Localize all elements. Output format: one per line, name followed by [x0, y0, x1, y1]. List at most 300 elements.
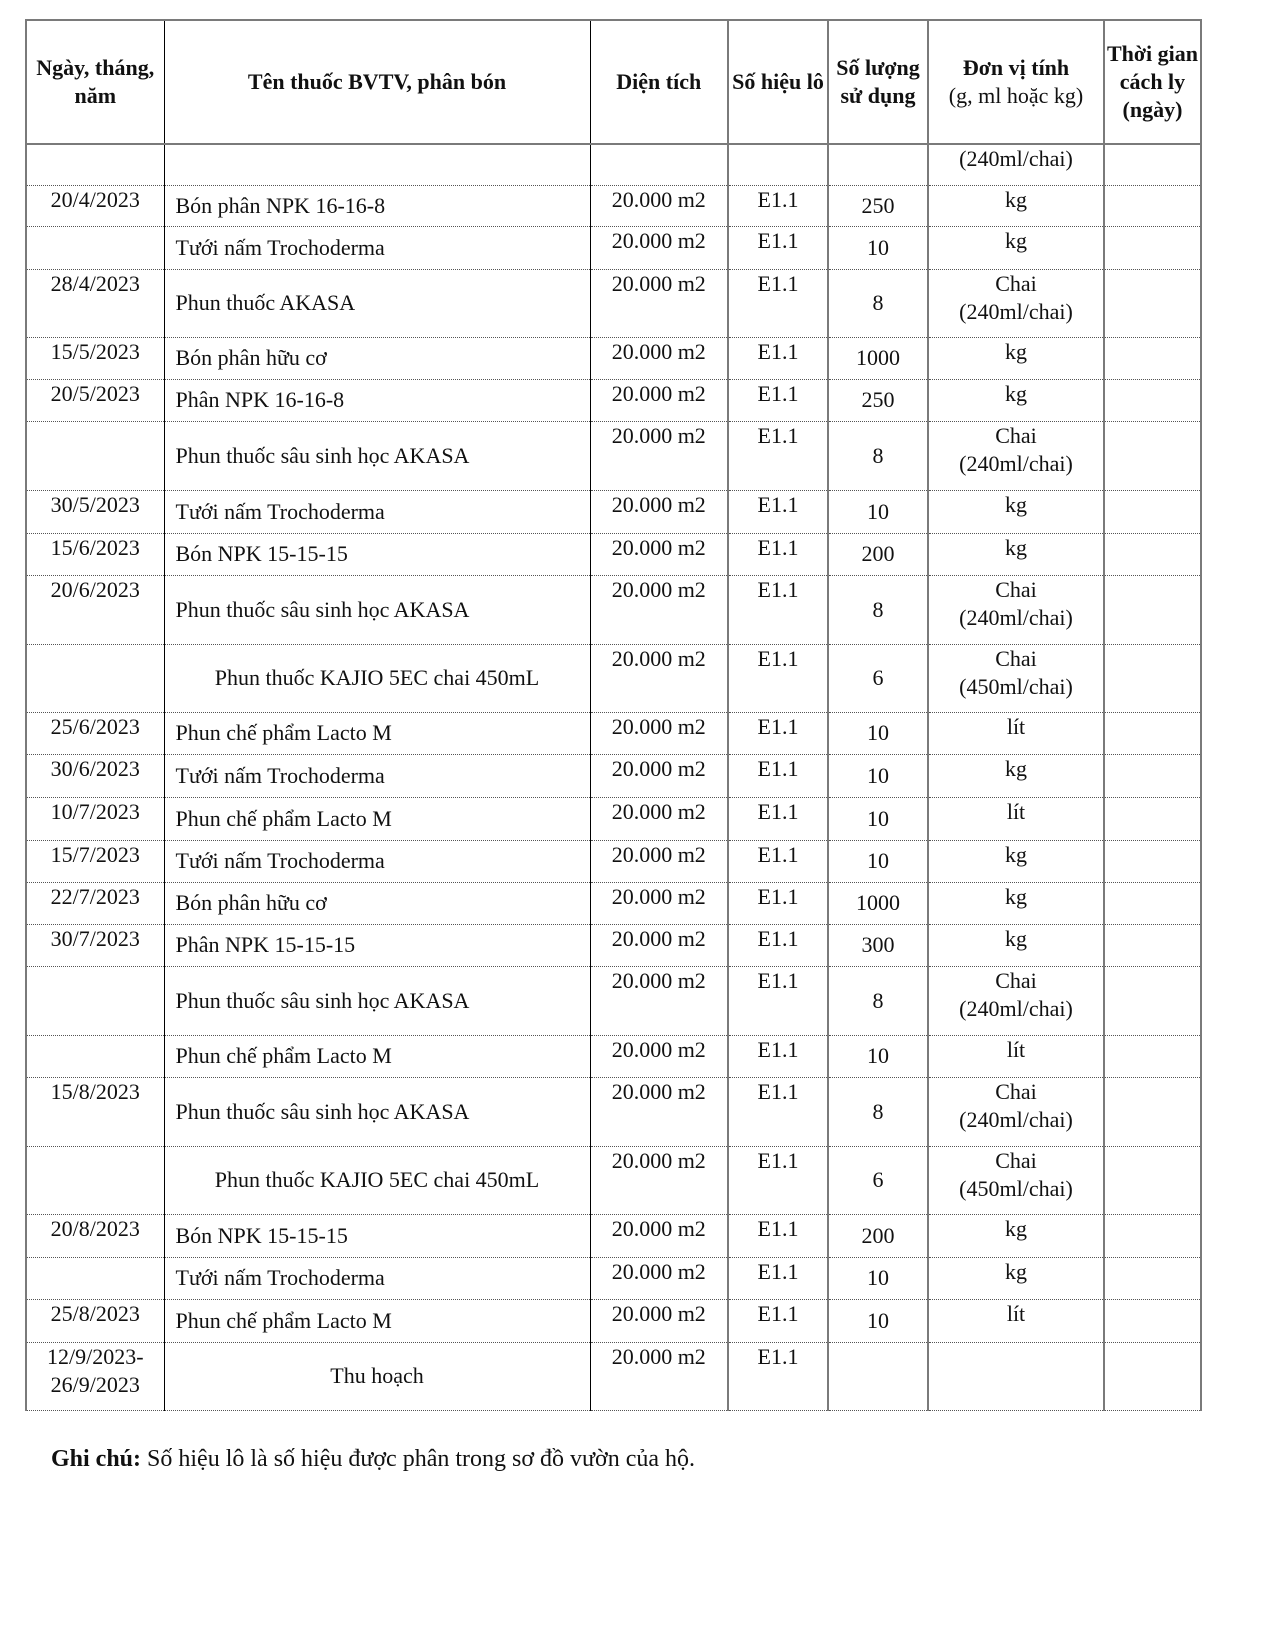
cell-lot-text: E1.1: [757, 1078, 799, 1104]
cell-isolation: [1104, 1257, 1201, 1299]
cell-area: [590, 144, 728, 185]
table-row: [26, 1146, 1201, 1214]
cell-name: [164, 269, 590, 337]
cell-qty: [828, 1257, 928, 1299]
cell-name: [164, 185, 590, 226]
cell-lot: [728, 797, 828, 840]
cell-area-text: 20.000 m2: [611, 270, 706, 296]
cell-date: [26, 1342, 164, 1410]
header-unit: [928, 20, 1104, 144]
cell-unit: [928, 712, 1104, 754]
cell-unit-text: lít: [1006, 1300, 1026, 1326]
cell-date-text: 25/6/2023: [50, 713, 140, 739]
cell-isolation: [1104, 924, 1201, 966]
cell-date-text: 30/5/2023: [50, 491, 140, 517]
cell-name: [164, 882, 590, 924]
cell-isolation: [1104, 337, 1201, 379]
cell-lot: [728, 1146, 828, 1214]
cell-qty-text: 10: [867, 1265, 889, 1290]
cell-name-text: Phun thuốc KAJIO 5EC chai 450mL: [214, 665, 540, 690]
cell-lot-text: E1.1: [757, 1147, 799, 1173]
cell-qty: [828, 490, 928, 533]
cell-name-text: Thu hoạch: [330, 1363, 424, 1388]
cell-lot: [728, 1077, 828, 1146]
cell-date: [26, 269, 164, 337]
cell-qty: [828, 337, 928, 379]
cell-qty: [828, 882, 928, 924]
cell-date: [26, 226, 164, 269]
cell-date: [26, 712, 164, 754]
cell-lot: [728, 966, 828, 1035]
cell-isolation: [1104, 1035, 1201, 1077]
cell-area: [590, 337, 728, 379]
cell-unit-text: kg: [1005, 227, 1027, 253]
cell-date-text: 28/4/2023: [50, 270, 140, 296]
cell-date-end-text: 26/9/2023: [50, 1371, 140, 1397]
cell-name-text: Bón phân hữu cơ: [175, 345, 327, 370]
cell-area: [590, 1257, 728, 1299]
cell-date: [26, 882, 164, 924]
cell-name-text: Tưới nấm Trochoderma: [175, 848, 385, 873]
cell-qty-text: 10: [867, 720, 889, 745]
table-row: [26, 882, 1201, 924]
cell-name-text: Bón NPK 15-15-15: [175, 1222, 348, 1248]
cell-qty: [828, 1342, 928, 1410]
table-row: [26, 421, 1201, 490]
table-row: [26, 924, 1201, 966]
cell-unit: [928, 797, 1104, 840]
cell-name-text: Phun thuốc sâu sinh học AKASA: [175, 442, 470, 468]
cell-unit-text: kg: [1005, 491, 1027, 517]
cell-name-text: Phun thuốc sâu sinh học AKASA: [175, 987, 470, 1013]
cell-qty-text: 300: [861, 932, 895, 957]
cell-name-text: Tưới nấm Trochoderma: [175, 1265, 385, 1290]
cell-area: [590, 1299, 728, 1342]
cell-area: [590, 1035, 728, 1077]
cell-name: [164, 144, 590, 185]
cell-lot: [728, 269, 828, 337]
cell-unit-detail-text: (240ml/chai): [959, 1106, 1073, 1132]
cell-qty: [828, 185, 928, 226]
cell-date: [26, 1035, 164, 1077]
table-row: [26, 840, 1201, 882]
header-unit-title: Đơn vị tính: [962, 55, 1070, 80]
cell-date-text: 25/8/2023: [50, 1300, 140, 1326]
cell-area-text: 20.000 m2: [611, 755, 706, 781]
cell-area-text: 20.000 m2: [611, 1036, 706, 1062]
cell-area-text: 20.000 m2: [611, 1078, 706, 1104]
cell-date-text: 15/8/2023: [50, 1078, 140, 1104]
cell-name: [164, 1214, 590, 1257]
header-area: Diện tích: [590, 20, 728, 144]
cell-lot-text: E1.1: [757, 755, 799, 781]
cell-qty: [828, 840, 928, 882]
cell-area-text: 20.000 m2: [611, 798, 706, 824]
cell-qty: [828, 533, 928, 575]
cell-unit-detail-text: (240ml/chai): [959, 450, 1073, 476]
cell-area: [590, 533, 728, 575]
table-row: [26, 1035, 1201, 1077]
cell-unit: [928, 966, 1104, 1035]
header-unit-sub: (g, ml hoặc kg): [948, 83, 1084, 108]
cell-qty: [828, 1299, 928, 1342]
cell-name-text: Phun chế phẩm Lacto M: [175, 805, 392, 831]
cell-unit-text: kg: [1005, 755, 1027, 781]
cell-name-text: Tưới nấm Trochoderma: [175, 762, 385, 788]
cell-isolation: [1104, 1299, 1201, 1342]
cell-lot: [728, 185, 828, 226]
footnote-label: Ghi chú:: [51, 1446, 142, 1472]
cell-name-text: Tưới nấm Trochoderma: [175, 234, 385, 260]
cell-isolation: [1104, 490, 1201, 533]
table-row: [26, 712, 1201, 754]
cell-area-text: 20.000 m2: [611, 883, 706, 909]
cell-date: [26, 924, 164, 966]
cell-qty: [828, 575, 928, 644]
cell-unit: [928, 379, 1104, 421]
cell-isolation: [1104, 882, 1201, 924]
cell-unit: [928, 575, 1104, 644]
cell-area: [590, 1077, 728, 1146]
cell-unit: [928, 337, 1104, 379]
cell-isolation: [1104, 575, 1201, 644]
cell-lot-text: E1.1: [757, 576, 799, 602]
cell-unit: [928, 1257, 1104, 1299]
cell-name: [164, 754, 590, 797]
cell-name: [164, 421, 590, 490]
cell-qty-text: 8: [872, 1098, 884, 1124]
cell-unit-text: kg: [1005, 380, 1027, 406]
cell-area: [590, 966, 728, 1035]
cell-name-text: Phun thuốc AKASA: [175, 290, 356, 315]
cell-area: [590, 644, 728, 712]
cell-area-text: 20.000 m2: [611, 227, 706, 253]
cell-lot-text: E1.1: [757, 1258, 799, 1284]
table-row-continuation: [26, 144, 1201, 185]
header-lot: Số hiệu lô: [728, 20, 828, 144]
cell-name: [164, 1342, 590, 1410]
cell-date: [26, 490, 164, 533]
cell-date: [26, 379, 164, 421]
pesticide-fertilizer-log-table: [25, 19, 1202, 1411]
cell-lot-text: E1.1: [757, 534, 799, 560]
cell-qty: [828, 644, 928, 712]
cell-lot-text: E1.1: [757, 1215, 799, 1241]
cell-unit-text: lít: [1006, 798, 1026, 824]
cell-area: [590, 269, 728, 337]
header-name: Tên thuốc BVTV, phân bón: [164, 20, 590, 144]
cell-unit-text: kg: [1005, 534, 1027, 560]
cell-name: [164, 797, 590, 840]
cell-date: [26, 1299, 164, 1342]
cell-area-text: 20.000 m2: [611, 1343, 706, 1369]
cell-lot-text: E1.1: [757, 967, 799, 993]
table-row: [26, 1214, 1201, 1257]
cell-area: [590, 226, 728, 269]
cell-unit: [928, 1077, 1104, 1146]
cell-unit: [928, 421, 1104, 490]
table-row: [26, 1342, 1201, 1410]
cell-lot-text: E1.1: [757, 491, 799, 517]
cell-unit: [928, 1299, 1104, 1342]
cell-area-text: 20.000 m2: [611, 380, 706, 406]
cell-name: [164, 1077, 590, 1146]
cell-date: [26, 533, 164, 575]
cell-qty: [828, 269, 928, 337]
cell-date-text: 12/9/2023-: [46, 1343, 144, 1369]
cell-qty-text: 10: [867, 1307, 889, 1333]
cell-name: [164, 924, 590, 966]
cell-name-text: Phun thuốc sâu sinh học AKASA: [175, 596, 470, 622]
cell-lot-text: E1.1: [757, 1036, 799, 1062]
cell-area-text: 20.000 m2: [611, 534, 706, 560]
cell-lot-text: E1.1: [757, 422, 799, 448]
cell-qty-text: 250: [861, 192, 895, 218]
cell-name: [164, 1146, 590, 1214]
cell-date: [26, 1257, 164, 1299]
cell-name-text: Phun thuốc KAJIO 5EC chai 450mL: [214, 1167, 540, 1192]
table-row: [26, 644, 1201, 712]
cell-lot: [728, 754, 828, 797]
cell-area-text: 20.000 m2: [611, 1258, 706, 1284]
cell-unit-text: Chai: [995, 1147, 1037, 1173]
cell-name: [164, 337, 590, 379]
cell-qty: [828, 1077, 928, 1146]
cell-unit: [928, 924, 1104, 966]
cell-area: [590, 379, 728, 421]
cell-name-text: Bón phân hữu cơ: [175, 890, 327, 915]
cell-qty-text: 6: [872, 665, 884, 690]
cell-lot-text: E1.1: [757, 1300, 799, 1326]
cell-isolation: [1104, 185, 1201, 226]
cell-name-text: Phân NPK 16-16-8: [175, 387, 345, 412]
cell-name-text: Phun chế phẩm Lacto M: [175, 720, 392, 745]
cell-unit-detail-text: (240ml/chai): [959, 298, 1073, 324]
cell-isolation: [1104, 533, 1201, 575]
cell-area: [590, 185, 728, 226]
cell-date-text: 15/5/2023: [50, 338, 140, 364]
cell-qty-text: 10: [867, 1043, 889, 1068]
cell-area: [590, 754, 728, 797]
cell-unit: [928, 754, 1104, 797]
cell-area-text: 20.000 m2: [611, 1215, 706, 1241]
table-header: [26, 20, 1201, 144]
cell-area: [590, 490, 728, 533]
cell-unit-text: lít: [1006, 713, 1026, 739]
cell-unit: [928, 490, 1104, 533]
cell-lot-text: E1.1: [757, 270, 799, 296]
cell-area-text: 20.000 m2: [611, 967, 706, 993]
cell-area: [590, 1342, 728, 1410]
cell-name: [164, 1299, 590, 1342]
table-row: [26, 533, 1201, 575]
cell-unit: [928, 185, 1104, 226]
cell-lot: [728, 421, 828, 490]
cell-date-text: 20/4/2023: [50, 186, 140, 212]
cell-isolation: [1104, 1146, 1201, 1214]
cell-date: [26, 966, 164, 1035]
cell-unit-text: Chai: [995, 1078, 1037, 1104]
cell-isolation: [1104, 269, 1201, 337]
cell-area: [590, 421, 728, 490]
cell-date: [26, 337, 164, 379]
cell-name-text: Tưới nấm Trochoderma: [175, 498, 385, 524]
cell-date: [26, 575, 164, 644]
cell-name: [164, 226, 590, 269]
cell-lot: [728, 337, 828, 379]
cell-lot-text: E1.1: [757, 798, 799, 824]
cell-name: [164, 966, 590, 1035]
cell-qty-text: 8: [872, 290, 884, 315]
cell-date-text: 20/8/2023: [50, 1215, 140, 1241]
table-row: [26, 1077, 1201, 1146]
header-isolation: Thời gian cách ly (ngày): [1104, 20, 1201, 144]
cell-lot: [728, 144, 828, 185]
cell-qty: [828, 754, 928, 797]
cell-lot: [728, 490, 828, 533]
table-row: [26, 226, 1201, 269]
cell-unit-text: Chai: [995, 422, 1037, 448]
cell-unit-text: Chai: [995, 270, 1037, 296]
cell-date: [26, 797, 164, 840]
cell-qty: [828, 421, 928, 490]
cell-area: [590, 882, 728, 924]
cell-lot: [728, 1035, 828, 1077]
cell-name: [164, 1257, 590, 1299]
cell-date-text: 20/5/2023: [50, 380, 140, 406]
cell-area-text: 20.000 m2: [611, 186, 706, 212]
table-row: [26, 185, 1201, 226]
footnote: [51, 1444, 695, 1474]
cell-unit-text: lít: [1006, 1036, 1026, 1062]
cell-area: [590, 1214, 728, 1257]
cell-area: [590, 712, 728, 754]
cell-unit: [928, 1146, 1104, 1214]
cell-qty-text: 8: [872, 596, 884, 622]
cell-qty-text: 8: [872, 987, 884, 1013]
cell-qty: [828, 226, 928, 269]
cell-date-text: 20/6/2023: [50, 576, 140, 602]
cell-unit-detail-text: (240ml/chai): [959, 604, 1073, 630]
cell-lot: [728, 712, 828, 754]
cell-isolation: [1104, 226, 1201, 269]
cell-qty-text: 10: [867, 498, 889, 524]
cell-unit-detail-text: (240ml/chai): [959, 995, 1073, 1021]
cell-unit-text: kg: [1005, 883, 1027, 909]
cell-qty-text: 200: [861, 541, 895, 566]
cell-area: [590, 924, 728, 966]
cell-date-text: 22/7/2023: [50, 883, 140, 909]
cell-qty-text: 10: [867, 762, 889, 788]
cell-lot: [728, 840, 828, 882]
cell-isolation: [1104, 644, 1201, 712]
cell-name-text: Bón NPK 15-15-15: [175, 541, 348, 566]
cell-area: [590, 840, 728, 882]
table-row: [26, 966, 1201, 1035]
cell-lot-text: E1.1: [757, 1343, 799, 1369]
cell-isolation: [1104, 840, 1201, 882]
cell-unit: [928, 533, 1104, 575]
cell-unit-text: kg: [1005, 1258, 1027, 1284]
cell-area: [590, 575, 728, 644]
cell-lot: [728, 1299, 828, 1342]
header-date: Ngày, tháng, năm: [26, 20, 164, 144]
cell-lot: [728, 1342, 828, 1410]
cell-area: [590, 1146, 728, 1214]
cell-lot: [728, 226, 828, 269]
cell-qty: [828, 1035, 928, 1077]
cell-date: [26, 185, 164, 226]
cell-date: [26, 1077, 164, 1146]
cell-unit-text: Chai: [995, 645, 1037, 671]
cell-lot-text: E1.1: [757, 883, 799, 909]
cell-qty: [828, 144, 928, 185]
table-row: [26, 1299, 1201, 1342]
cell-area-text: 20.000 m2: [611, 841, 706, 867]
cell-unit: [928, 840, 1104, 882]
cell-isolation: [1104, 421, 1201, 490]
cell-isolation: [1104, 712, 1201, 754]
cell-qty-text: 250: [861, 387, 895, 412]
cell-date: [26, 754, 164, 797]
cell-lot: [728, 1214, 828, 1257]
cell-qty: [828, 712, 928, 754]
cell-unit-text: Chai: [995, 576, 1037, 602]
cell-qty: [828, 379, 928, 421]
cell-lot-text: E1.1: [757, 338, 799, 364]
table-body: [26, 144, 1201, 1410]
cell-name: [164, 840, 590, 882]
cell-unit: [928, 644, 1104, 712]
cell-area-text: 20.000 m2: [611, 1300, 706, 1326]
cell-date: [26, 644, 164, 712]
cell-lot: [728, 575, 828, 644]
cell-name: [164, 1035, 590, 1077]
cell-name-text: Bón phân NPK 16-16-8: [175, 192, 386, 218]
cell-qty: [828, 1214, 928, 1257]
cell-name-text: Phun chế phẩm Lacto M: [175, 1307, 392, 1333]
cell-qty: [828, 924, 928, 966]
cell-date-text: 15/7/2023: [50, 841, 140, 867]
cell-unit: [928, 1214, 1104, 1257]
cell-qty-text: 1000: [856, 890, 900, 915]
cell-unit: [928, 882, 1104, 924]
cell-lot: [728, 379, 828, 421]
table-row: [26, 269, 1201, 337]
cell-lot-text: E1.1: [757, 645, 799, 671]
cell-date-text: 30/7/2023: [50, 925, 140, 951]
cell-unit-text: kg: [1005, 186, 1027, 212]
cell-lot: [728, 924, 828, 966]
cell-qty: [828, 1146, 928, 1214]
table-row: [26, 797, 1201, 840]
cell-area-text: 20.000 m2: [611, 925, 706, 951]
cell-qty-text: 6: [872, 1167, 884, 1192]
cell-area-text: 20.000 m2: [611, 713, 706, 739]
cell-area-text: 20.000 m2: [611, 645, 706, 671]
cell-name-text: Phân NPK 15-15-15: [175, 932, 356, 957]
table-row: [26, 754, 1201, 797]
cell-unit: (240ml/chai): [928, 144, 1104, 185]
cell-date: [26, 421, 164, 490]
table-row: [26, 490, 1201, 533]
cell-qty-text: 8: [872, 442, 884, 468]
cell-lot-text: E1.1: [757, 925, 799, 951]
cell-unit-text: kg: [1005, 841, 1027, 867]
cell-unit-text: kg: [1005, 1215, 1027, 1241]
cell-qty-text: 10: [867, 805, 889, 831]
cell-lot-text: E1.1: [757, 841, 799, 867]
